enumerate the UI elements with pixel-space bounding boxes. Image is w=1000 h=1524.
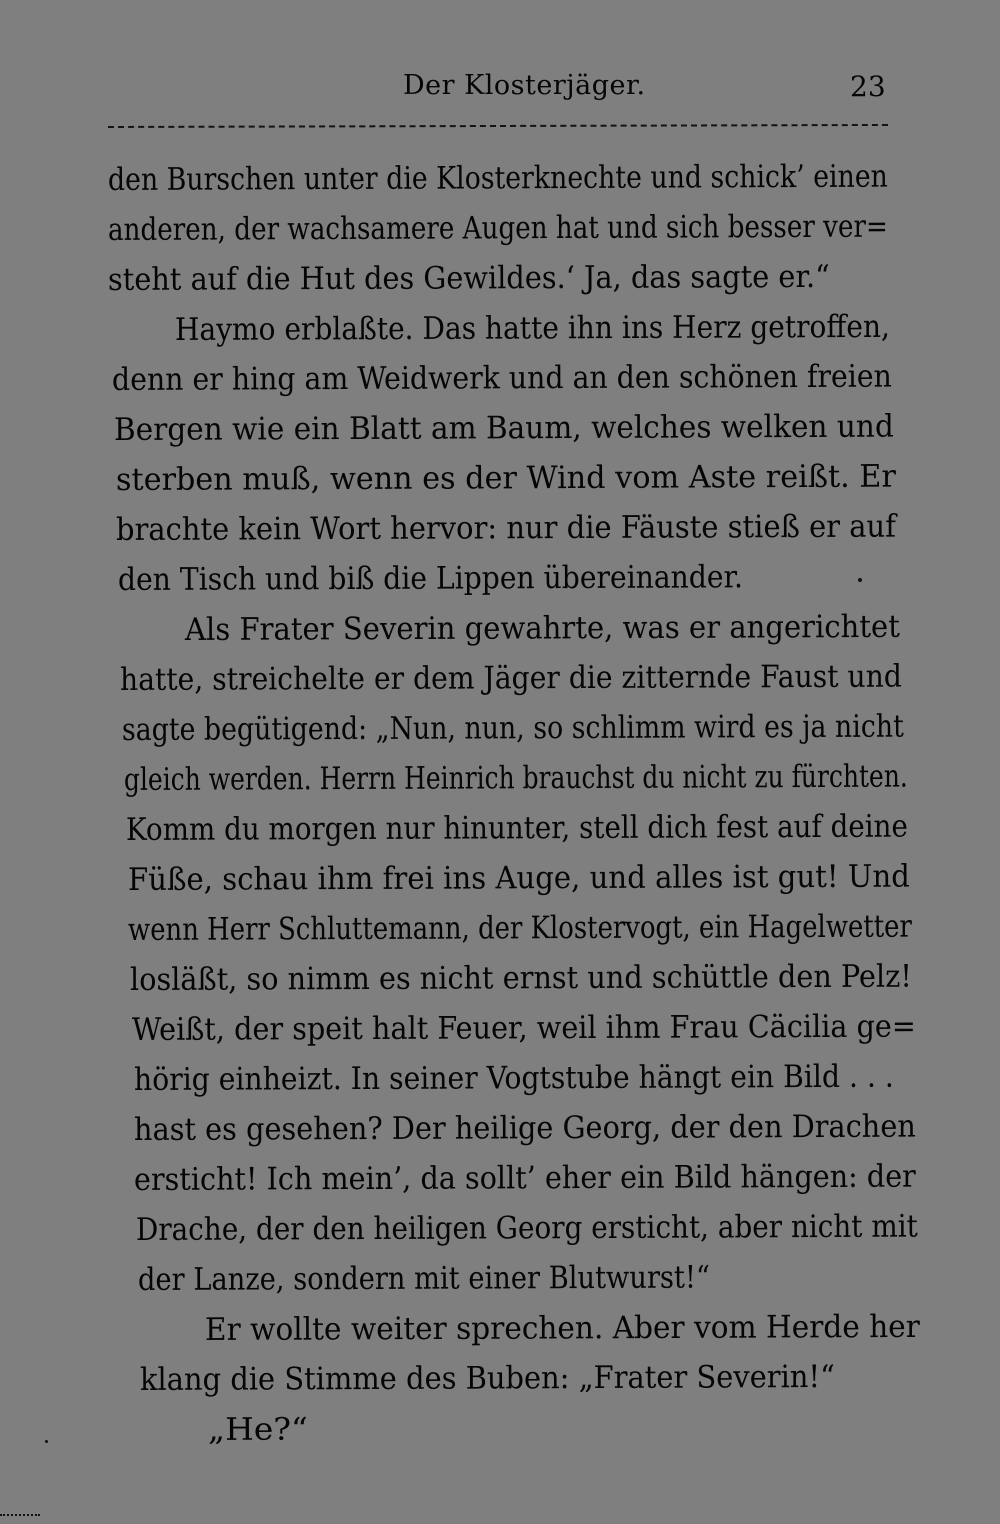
text-line: „He?“ (207, 1411, 308, 1448)
text-line: Komm du morgen nur hinunter, stell dich fest auf deine (125, 808, 908, 848)
text-line: wenn Herr Schluttemann, der Klostervogt, ein Hagelwetter (127, 908, 912, 948)
text-line: denn er hing am Weidwerk und an den schönen freien (111, 358, 892, 398)
text-line: hörig einheizt. In seiner Vogtstube hängt ein Bild . . . (133, 1058, 894, 1098)
text-line: Füße, schau ihm frei ins Auge, und alles ist gut! Und (127, 858, 910, 898)
text-line: hast es gesehen? Der heilige Georg, der den Drachen (133, 1108, 916, 1148)
header-rule (108, 124, 888, 128)
text-line: Als Frater Severin gewahrte, was er angerichtet (184, 608, 900, 648)
text-line: Haymo erblaßte. Das hatte ihn ins Herz getroffen, (174, 308, 890, 348)
page-number: 23 (850, 70, 886, 103)
text-line: gleich werden. Herrn Heinrich brauchst du nicht zu fürchten. (123, 758, 908, 798)
running-title: Der Klosterjäger. (403, 70, 646, 101)
text-line: der Lanze, sondern mit einer Blutwurst!“ (137, 1259, 710, 1298)
text-line: anderen, der wachsamere Augen hat und sich besser ver= (107, 208, 888, 248)
text-line: den Burschen unter die Klosterknechte und schick’ einen (107, 158, 888, 198)
text-line: steht auf die Hut des Gewildes.‘ Ja, das sagte er.“ (107, 258, 830, 298)
text-line: ersticht! Ich mein’, da sollt’ eher ein Bild hängen: der (133, 1158, 916, 1198)
text-line: den Tisch und biß die Lippen übereinander. (117, 559, 743, 598)
text-line: hatte, streichelte er dem Jäger die zitternde Faust und (119, 658, 902, 698)
text-line: Er wollte weiter sprechen. Aber vom Herde her (204, 1308, 920, 1348)
text-line: brachte kein Wort hervor: nur die Fäuste stieß er auf (115, 508, 896, 548)
text-line: sterben muß, wenn es der Wind vom Aste reißt. Er (115, 458, 896, 498)
text-line: Bergen wie ein Blatt am Baum, welches welken und (113, 408, 894, 448)
speck-mark (45, 1440, 48, 1443)
text-line: Weißt, der speit halt Feuer, weil ihm Frau Cäcilia ge= (131, 1008, 916, 1048)
text-line: sagte begütigend: „Nun, nun, so schlimm wird es ja nicht (121, 708, 904, 748)
text-line: Drache, der den heiligen Georg ersticht, aber nicht mit (135, 1208, 918, 1248)
text-line: klang die Stimme des Buben: „Frater Severin!“ (139, 1358, 835, 1398)
speck-mark (858, 578, 862, 582)
corner-mark (0, 1514, 40, 1516)
text-line: losläßt, so nimm es nicht ernst und schüttle den Pelz! (129, 958, 912, 998)
